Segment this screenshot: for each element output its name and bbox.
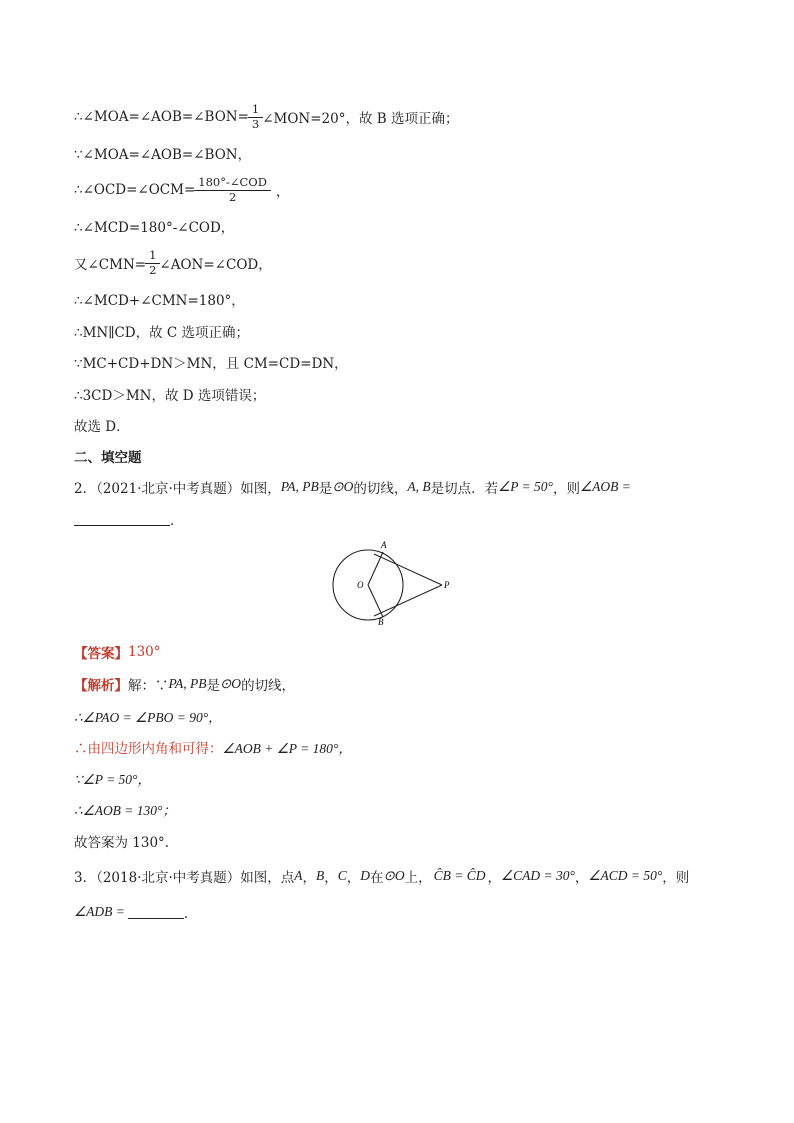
fraction-denominator: 2 — [194, 190, 271, 204]
question-2-answer-blank-line: ． — [74, 508, 184, 530]
proof-line-10 — [74, 414, 130, 436]
answer-blank[interactable] — [128, 906, 184, 919]
proof-text: ∴3CD＞MN，故 D 选项错误； — [74, 388, 266, 404]
arc-equality: ĈB = ĈD — [433, 868, 486, 883]
label-p: P — [444, 580, 450, 590]
answer-blank[interactable] — [74, 513, 170, 526]
question-3-answer-line: ∠ADB = ． — [74, 904, 198, 922]
fraction-numerator: 1 — [149, 248, 157, 262]
fraction-angle — [196, 177, 269, 203]
proof-line-9 — [74, 383, 265, 405]
proof-text: ∴∠MCD=180°-∠COD， — [74, 220, 235, 236]
proof-text: ∴MN∥CD，故 C 选项正确； — [74, 325, 250, 341]
question-2-stem: 2．（2021·北京·中考真题）如图， PA, PB 是 ⊙O 的切线， A, B 是切点．若 ∠P = 50° ，则 ∠AOB = — [74, 479, 631, 497]
tangent-pb — [374, 585, 442, 616]
proof-line-6 — [74, 288, 245, 310]
proof-text: ∠AON=∠COD， — [159, 257, 272, 273]
label-o: O — [357, 580, 364, 590]
analysis-line-2: ∴∠PAO = ∠PBO = 90°， — [74, 710, 222, 725]
proof-line-5 — [74, 248, 272, 277]
analysis-line-6: 故答案为 130°. — [74, 835, 170, 851]
proof-line-7 — [74, 320, 249, 342]
proof-line-3 — [74, 175, 290, 204]
label-b: B — [378, 617, 384, 627]
proof-text: 故选 D． — [74, 419, 130, 435]
analysis-line-4: ∵∠P = 50°， — [74, 772, 151, 787]
analysis-line-3: ∴由四边形内角和可得： ∠AOB + ∠P = 180°， — [74, 741, 352, 757]
proof-text: ∴∠OCD=∠OCM= — [74, 182, 196, 198]
answer-line — [74, 641, 161, 663]
proof-text: ∴∠MCD+∠CMN=180°， — [74, 293, 245, 309]
answer-value: 130° — [128, 644, 161, 660]
analysis-line-1: 【解析】 解：∵ PA, PB 是 ⊙O 的切线， — [74, 676, 296, 694]
tangent-circle-figure — [330, 540, 460, 630]
tangent-pa — [374, 554, 442, 585]
radius-ob — [368, 585, 383, 617]
fraction-one-third — [250, 104, 261, 130]
proof-line-2 — [74, 142, 251, 164]
fraction-one-half — [147, 250, 158, 276]
label-a: A — [381, 540, 387, 550]
question-3-stem: 3．（2018·北京·中考真题）如图，点 A ， B ， C ， D 在 ⊙O 上， ĈB = ĈD ， ∠CAD = 30° ， ∠ACD = 50° ，则 — [74, 868, 690, 886]
answer-label: 【答案】 — [74, 646, 128, 662]
proof-text: ∴∠MOA=∠AOB=∠BON= — [74, 109, 249, 125]
section-title: 二、填空题 — [74, 450, 142, 466]
proof-text: 又∠CMN= — [74, 257, 147, 273]
fraction-numerator: 1 — [251, 102, 260, 116]
fraction-denominator: 3 — [248, 117, 263, 131]
proof-text: ∵MC+CD+DN＞MN，且 CM=CD=DN， — [74, 356, 348, 372]
proof-text: ， — [275, 184, 290, 200]
proof-line-8 — [74, 351, 348, 373]
proof-line-1 — [74, 102, 459, 131]
analysis-label: 【解析】 — [74, 678, 128, 694]
proof-line-4 — [74, 215, 234, 237]
analysis-line-5: ∴∠AOB = 130°； — [74, 803, 176, 818]
fraction-denominator: 2 — [145, 263, 160, 277]
proof-text: ∵∠MOA=∠AOB=∠BON， — [74, 147, 252, 163]
proof-text: ∠MON=20°，故 B 选项正确； — [262, 111, 459, 127]
fraction-numerator: 180°-∠COD — [198, 175, 267, 189]
